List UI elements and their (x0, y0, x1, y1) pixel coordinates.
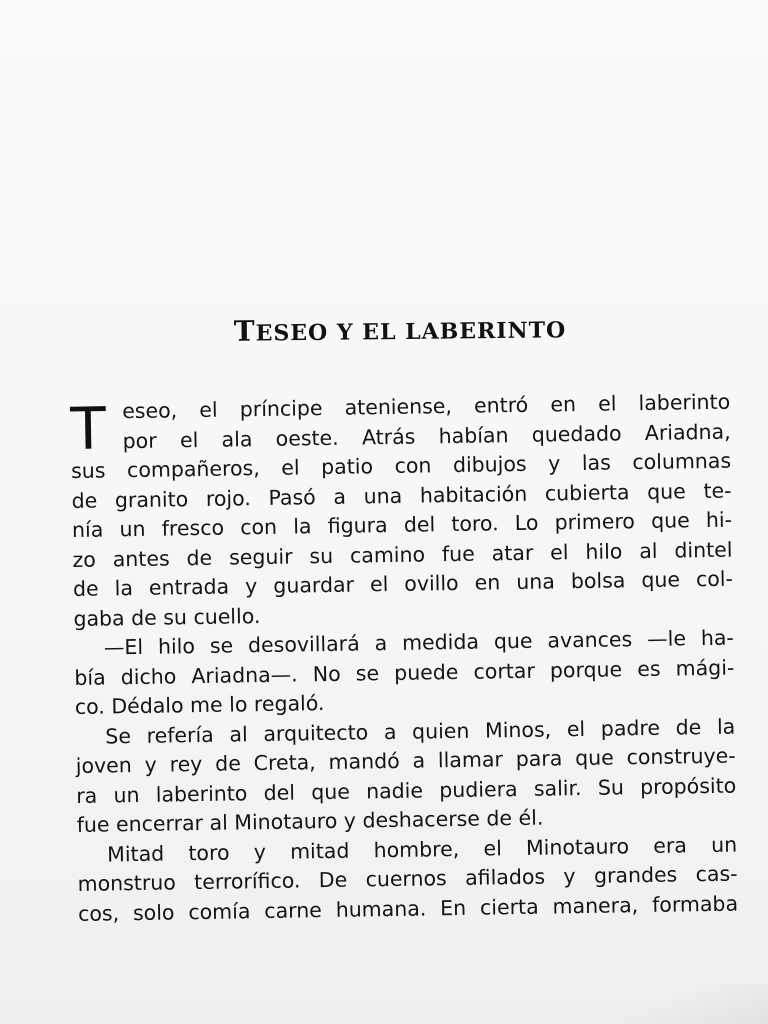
text-line: eseo, el príncipe ateniense, entró en el laberinto (122, 389, 731, 424)
text-line: sus compañeros, el patio con dibujos y las columnas (70, 448, 732, 483)
text-line: Se refería al arquitecto a quien Minos, el padre de la (105, 714, 736, 748)
chapter-title-rest: ESEO Y EL LABERINTO (255, 317, 567, 347)
drop-cap: T (69, 394, 107, 463)
text-line: —El hilo se desovillará a medida que avances —le ha- (103, 625, 735, 660)
text-line: gaba de su cuello. (73, 603, 261, 631)
text-line: de granito rojo. Pasó a una habitación cubierta que te- (71, 478, 732, 513)
text-line: joven y rey de Creta, mandó a llamar para que construye- (75, 743, 736, 778)
text-line: zo antes de seguir su camino fue atar el hilo al dintel (72, 537, 733, 572)
text-line: co. Dédalo me lo regaló. (74, 691, 325, 719)
body-text (70, 388, 738, 929)
text-line: monstruo terrorífico. De cuernos afilados y grandes cas- (77, 861, 738, 896)
chapter-title-initial: T (233, 314, 256, 348)
text-line: ra un laberinto del que nadie pudiera salir. Su propósito (76, 773, 737, 808)
chapter-title (0, 309, 768, 350)
text-line: nía un fresco con la figura del toro. Lo primero que hi- (71, 507, 733, 542)
text-line: fue encerrar al Minotauro y deshacerse de él. (76, 805, 544, 837)
text-line: de la entrada y guardar el ovillo en una bolsa que col- (72, 566, 734, 601)
text-line: cos, solo comía carne humana. En cierta manera, formaba (77, 891, 739, 926)
text-line: bía dicho Ariadna—. No se puede cortar porque es mági- (74, 655, 735, 690)
text-line: Mitad toro y mitad hombre, el Minotauro era un (106, 832, 738, 866)
page-corner-shadow (588, 984, 768, 1024)
text-line: por el ala oeste. Atrás habían quedado Ariadna, (122, 419, 731, 453)
